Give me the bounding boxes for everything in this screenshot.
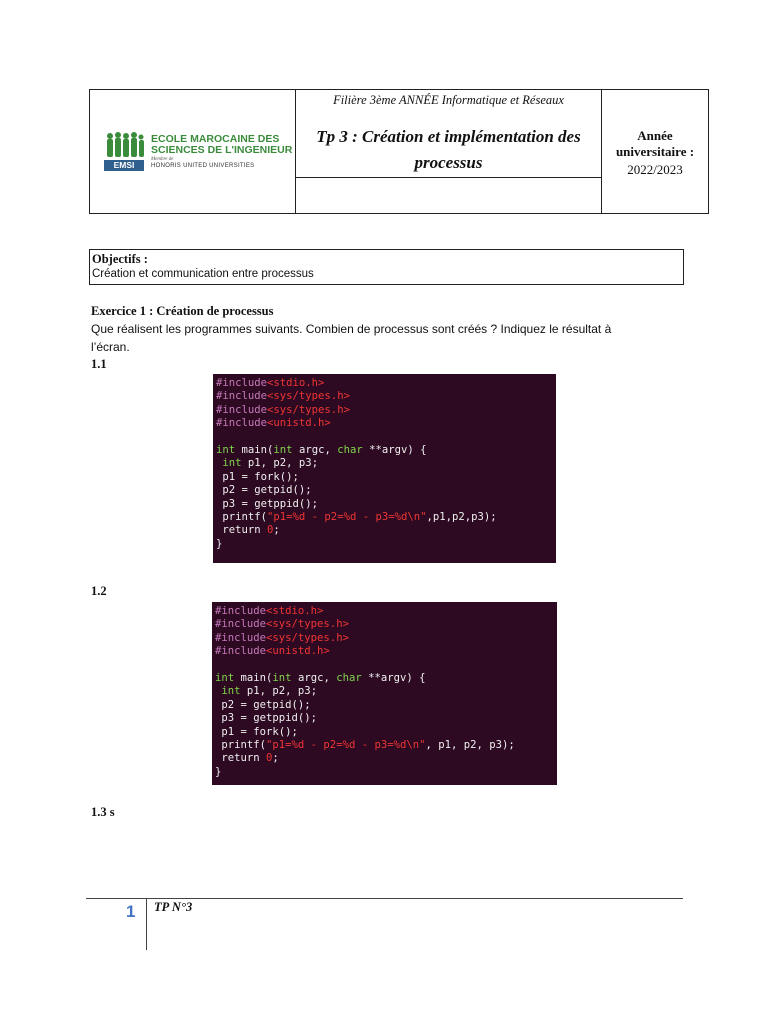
code-line: int main(int argc, char **argv) {	[215, 671, 426, 684]
document-title: Tp 3 : Création et implémentation des processus	[316, 127, 581, 172]
code-line	[215, 659, 554, 672]
exercise-title: Exercice 1 : Création de processus	[91, 304, 274, 318]
code-line	[216, 431, 553, 444]
code-line: int main(int argc, char **argv) {	[216, 443, 427, 456]
annee-label: Année universitaire :	[615, 128, 695, 159]
code-line: p1 = fork();	[216, 470, 299, 483]
code-line: int p1, p2, p3;	[222, 457, 319, 470]
logo-line-1: ECOLE MAROCAINE DES	[151, 133, 280, 145]
code-line: p2 = getpid();	[216, 484, 312, 497]
code-line: #include<sys/types.h>	[216, 403, 350, 416]
code-line: #include<sys/types.h>	[215, 618, 349, 631]
exercise-description: Que réalisent les programmes suivants. Combien de processus sont créés ? Indiquez le résultat à l’écran.	[91, 322, 612, 354]
logo-network-line: HONORIS UNITED UNIVERSITIES	[151, 163, 255, 169]
code-line: }	[216, 537, 223, 550]
title-cell-divider	[296, 177, 601, 178]
code-line: p3 = getppid();	[216, 497, 319, 510]
header-table	[89, 89, 709, 214]
footer-rule	[86, 898, 683, 899]
year-cell	[602, 90, 708, 213]
code-line: #include<stdio.h>	[216, 377, 325, 389]
title-cell	[296, 90, 602, 213]
logo-member-line: Membre de	[151, 157, 174, 162]
code-line: p3 = getppid();	[215, 712, 318, 725]
page-number: 1	[126, 902, 136, 921]
school-logo	[104, 132, 293, 174]
logo-cell	[90, 90, 296, 213]
code-line: #include<sys/types.h>	[215, 631, 349, 644]
code-line: #include<stdio.h>	[215, 605, 324, 617]
code-line: #include<unistd.h>	[216, 417, 331, 430]
footer-label: TP N°3	[154, 900, 193, 914]
code-line: int p1, p2, p3;	[221, 685, 318, 698]
code-line: }	[215, 765, 222, 778]
code-block-1-2	[212, 602, 557, 785]
objectives-title: Objectifs :	[92, 252, 148, 266]
section-label-1-1: 1.1	[91, 357, 107, 371]
code-line: #include<unistd.h>	[215, 645, 330, 658]
section-label-1-2: 1.2	[91, 584, 107, 598]
code-line: #include<sys/types.h>	[216, 390, 350, 403]
code-block-1-1	[213, 374, 556, 563]
logo-line-2: SCIENCES DE L'INGENIEUR	[151, 144, 293, 156]
annee-value: 2022/2023	[627, 162, 683, 177]
footer-divider	[146, 898, 147, 950]
emsi-badge: EMSI	[104, 160, 144, 171]
code-line: return 0;	[215, 752, 279, 765]
code-line: printf("p1=%d - p2=%d - p3=%d\n",p1,p2,p3);	[216, 510, 497, 523]
code-line: p1 = fork();	[215, 725, 298, 738]
code-line: return 0;	[216, 524, 280, 537]
objectives-box	[89, 249, 684, 285]
code-line: printf("p1=%d - p2=%d - p3=%d\n", p1, p2, p3);	[215, 738, 515, 751]
program-subtitle: Filière 3ème ANNÉE Informatique et Réseaux	[333, 93, 564, 107]
objectives-text: Création et communication entre processus	[92, 268, 314, 280]
section-label-1-3: 1.3 s	[91, 805, 115, 819]
code-line: p2 = getpid();	[215, 698, 311, 711]
